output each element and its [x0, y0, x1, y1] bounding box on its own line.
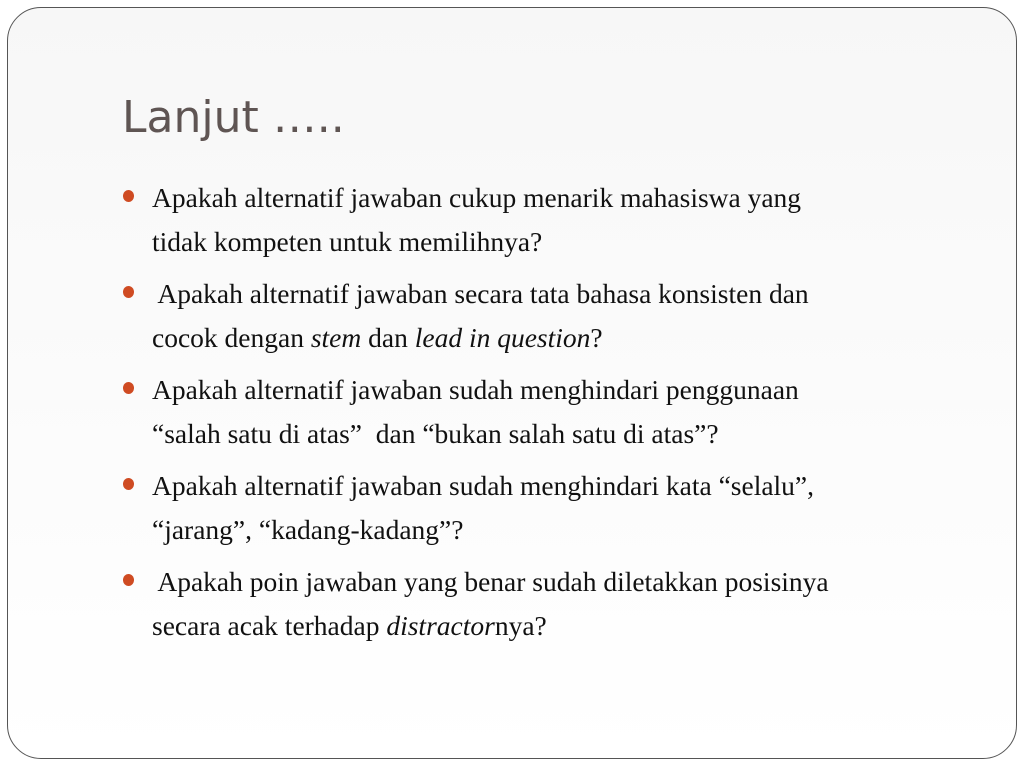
- bullet-text-line: Apakah alternatif jawaban sudah menghindari penggunaan: [152, 374, 799, 405]
- bullet-text-line: “jarang”, “kadang-kadang”?: [152, 514, 464, 545]
- text-run: dan: [361, 322, 415, 353]
- text-run: cocok dengan: [152, 322, 311, 353]
- italic-term-stem: stem: [310, 322, 362, 353]
- italic-term-lead-in-question: lead in question: [414, 322, 591, 353]
- bullet-text-line: tidak kompeten untuk memilihnya?: [152, 226, 543, 257]
- text-run: ?: [590, 322, 603, 353]
- bullet-dot-icon: [123, 478, 134, 490]
- slide-title: Lanjut …..: [122, 92, 345, 143]
- text-run: secara acak terhadap: [152, 610, 387, 641]
- bullet-text-line: Apakah alternatif jawaban sudah menghindari kata “selalu”,: [152, 470, 815, 501]
- text-run: nya?: [494, 610, 547, 641]
- bullet-item-3: [122, 368, 962, 456]
- bullet-text-line: Apakah alternatif jawaban cukup menarik mahasiswa yang: [152, 182, 802, 213]
- bullet-dot-icon: [123, 286, 134, 298]
- bullet-text-line: [152, 604, 962, 648]
- bullet-item-1: [122, 176, 962, 264]
- bullet-dot-icon: [123, 382, 134, 394]
- bullet-item-2: [122, 272, 962, 360]
- bullet-text-line: [152, 316, 962, 360]
- italic-term-distractor: distractor: [386, 610, 495, 641]
- bullet-item-5: [122, 560, 962, 648]
- bullet-list: [122, 176, 962, 656]
- bullet-dot-icon: [123, 574, 134, 586]
- bullet-dot-icon: [123, 190, 134, 202]
- bullet-item-4: [122, 464, 962, 552]
- slide: [7, 7, 1017, 759]
- bullet-text-line: “salah satu di atas” dan “bukan salah satu di atas”?: [152, 418, 719, 449]
- bullet-text-line: Apakah poin jawaban yang benar sudah diletakkan posisinya: [152, 566, 829, 597]
- bullet-text-line: Apakah alternatif jawaban secara tata bahasa konsisten dan: [152, 278, 809, 309]
